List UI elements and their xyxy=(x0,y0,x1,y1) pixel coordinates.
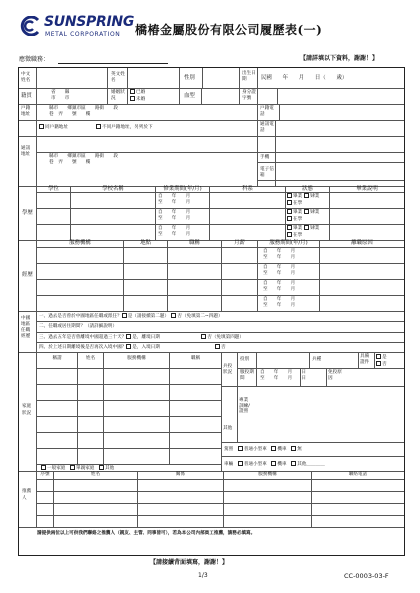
china-q2[interactable]: 二、任職或居住期間？（請詳細說明） xyxy=(39,324,118,329)
birth-value[interactable]: 民國 年 月 日（ 歲） xyxy=(261,75,348,81)
page-number: 1/3 xyxy=(198,572,208,579)
brand-name: SUNSPRING xyxy=(44,14,135,30)
rank-label: 兵種 xyxy=(312,357,322,362)
notice-text: 【請詳填以下資料，謝謝！】 xyxy=(300,55,379,62)
edu-status-option[interactable]: 畢業 肄業 xyxy=(287,209,319,216)
edu-header-degree: 學位 xyxy=(48,186,59,192)
exp-header-company: 服務機構 xyxy=(69,240,91,246)
married-option[interactable]: 已婚 xyxy=(130,89,145,96)
origin-value[interactable]: 省 縣 市 市 xyxy=(51,90,70,101)
resume-form xyxy=(18,67,405,556)
vehicle-label: 車輛 普通小型車 機車 其他＿＿＿＿ xyxy=(224,462,325,467)
reg-addr-label: 戶籍地址 xyxy=(21,106,31,117)
position-field[interactable] xyxy=(58,63,168,64)
service-period-value[interactable]: 自 年 月 日 至 年 月 日 xyxy=(260,370,306,381)
driving-label: 駕照 普通小型車 機車 無 xyxy=(224,447,302,452)
edu-status-option[interactable]: 畢業 肄業 xyxy=(287,225,319,232)
edu-status-option[interactable]: 在學 xyxy=(287,232,302,239)
ref-header-relation: 關係 xyxy=(175,472,186,477)
family-type-options[interactable]: 一般家庭 單親家庭 其他 xyxy=(41,465,114,472)
family-header-title: 職稱 xyxy=(190,356,201,361)
edu-row-period[interactable]: 自 年 月 至 年 月 xyxy=(158,194,191,205)
edu-header-status: 狀態 xyxy=(302,186,313,192)
skills-label: 專業訓練/證照 xyxy=(239,398,250,415)
ref-header-company: 服務機構 xyxy=(258,472,277,477)
exp-header-title: 職稱 xyxy=(189,240,200,246)
other-label: 其他 xyxy=(223,426,233,431)
ref-header-name: 姓名 xyxy=(90,472,101,477)
edu-row-period[interactable]: 自 年 月 至 年 月 xyxy=(158,226,191,237)
exp-row-period[interactable]: 自 年 月 至 年 月 xyxy=(263,297,296,308)
edu-status-option[interactable]: 在學 xyxy=(287,200,302,207)
reference-section-label: 推薦人 xyxy=(22,489,32,501)
nda-no-option[interactable]: 否 xyxy=(376,361,387,368)
ref-header-no: 序號 xyxy=(40,472,50,477)
exp-row-period[interactable]: 自 年 月 至 年 月 xyxy=(263,249,296,260)
exp-header-location: 地點 xyxy=(140,240,151,246)
branch-label: 役別 xyxy=(240,357,250,362)
experience-section-label: 經歷 xyxy=(22,272,33,278)
single-option[interactable]: 未婚 xyxy=(130,96,145,103)
nda-yes-option[interactable]: 是 xyxy=(376,354,387,361)
family-header-relation: 稱謂 xyxy=(52,356,62,361)
edu-header-major: 科系 xyxy=(242,186,253,192)
exp-row-period[interactable]: 自 年 月 至 年 月 xyxy=(263,265,296,276)
edu-status-option[interactable]: 畢業 肄業 xyxy=(287,193,319,200)
diff-addr-option[interactable]: 不同戶籍地址，另列於下 xyxy=(96,124,153,131)
china-q4[interactable]: 四、於上述日期離境後是否再次入境中國？ 是，入境日期 否 xyxy=(39,345,226,350)
continue-note: 【請接續背面填寫，謝謝！】 xyxy=(150,559,229,566)
en-name-field[interactable] xyxy=(128,69,178,87)
brand-subtitle: METAL CORPORATION xyxy=(45,31,121,38)
edu-status-option[interactable]: 在學 xyxy=(287,216,302,223)
china-section-label: 中國地區任職經歷 xyxy=(21,316,31,339)
email-label: 電子信箱 xyxy=(260,167,274,178)
position-label: 應徵職務： xyxy=(19,56,50,63)
reg-addr-value[interactable]: 縣市 鄉鎮市區 路街 段 巷 弄 號 樓 xyxy=(49,106,118,117)
exp-header-period: 服務期間(年/月) xyxy=(269,240,308,246)
form-code: CC-0003-03-F xyxy=(344,572,389,580)
reference-note: 請提供兩位以上可供我們聯絡之推薦人（親友、主管、同事皆可），若為本公司內部員工推薦，請務必填寫。 xyxy=(37,531,256,536)
family-section-label: 家庭狀況 xyxy=(22,404,32,416)
exp-header-salary: 月薪 xyxy=(234,240,245,246)
exp-row-period[interactable]: 自 年 月 至 年 月 xyxy=(263,281,296,292)
birth-label: 出生日期 xyxy=(242,71,256,82)
military-label: 兵役狀況 xyxy=(223,364,233,375)
family-header-name: 姓名 xyxy=(85,356,96,361)
edu-header-school: 學校名稱 xyxy=(102,186,124,192)
edu-header-note: 畢業說明 xyxy=(356,186,378,192)
mail-addr-label: 通訊地址 xyxy=(21,146,31,157)
reg-phone-field[interactable] xyxy=(281,105,403,119)
exp-header-reason: 離職原因 xyxy=(351,240,373,246)
nda-label: 具備證件 xyxy=(360,354,370,365)
en-name-label: 英文姓名 xyxy=(111,72,125,83)
cn-name-label: 中文姓名 xyxy=(21,72,31,83)
mail-phone-label: 通訊電話 xyxy=(260,122,274,133)
marital-label: 婚姻狀況 xyxy=(111,90,125,101)
logo-icon xyxy=(16,16,42,36)
blood-label: 血型 xyxy=(184,93,195,99)
service-period-label: 服役期間 xyxy=(240,370,254,381)
reg-phone-label: 戶籍電話 xyxy=(260,106,274,117)
edu-header-period: 修業期間(年/月) xyxy=(163,186,202,192)
origin-label: 籍貫 xyxy=(21,93,32,99)
id-field[interactable] xyxy=(279,89,403,103)
family-header-company: 服務機構 xyxy=(127,356,146,361)
same-addr-option[interactable]: 同戶籍地址 xyxy=(39,124,68,131)
china-q1: 一、過去是否曾於中國地區任職或派任？ 是（請接續第二題） 否（免填第二~四題） xyxy=(39,314,223,319)
mobile-label: 手機 xyxy=(260,155,270,160)
id-label: 身分證字號 xyxy=(242,90,256,101)
gender-label: 性別 xyxy=(184,75,195,81)
exempt-label: 免役原因 xyxy=(328,370,342,381)
form-title: 橋椿金屬股份有限公司履歷表(一) xyxy=(135,23,323,37)
ref-header-phone: 聯絡電話 xyxy=(348,472,368,477)
edu-row-period[interactable]: 自 年 月 至 年 月 xyxy=(158,210,191,221)
china-q3[interactable]: 三、過去五年是否曾離境中國超過三十天？ 是，離境日期 否（免填第四題） xyxy=(39,335,244,340)
education-section-label: 學歷 xyxy=(22,210,33,216)
cn-name-field[interactable] xyxy=(37,69,106,87)
mail-addr-value[interactable]: 縣市 鄉鎮市區 路街 段 巷 弄 號 樓 xyxy=(49,154,118,165)
